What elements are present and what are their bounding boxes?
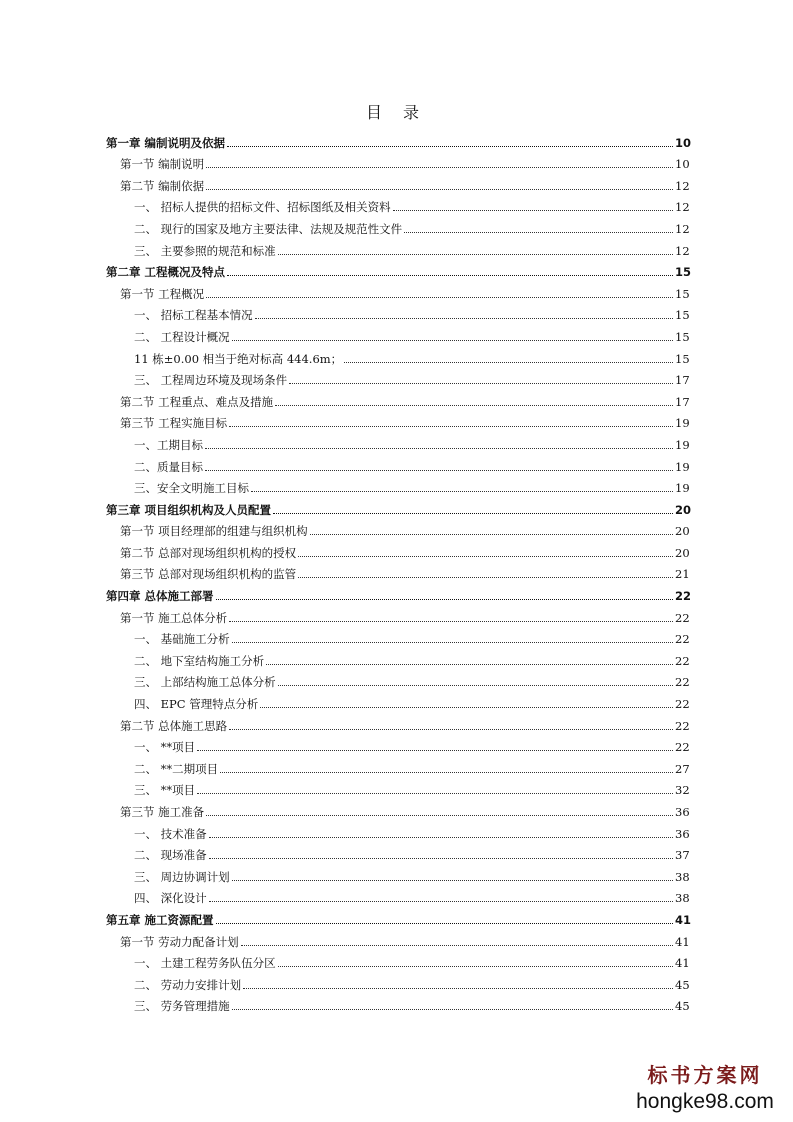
- toc-entry-label: 三、 主要参照的规范和标准: [134, 243, 276, 258]
- toc-page-number: 45: [675, 999, 690, 1014]
- toc-entry-label: 第一节 编制说明: [120, 157, 205, 172]
- toc-entry-label: 第三节 工程实施目标: [120, 416, 228, 431]
- toc-page-number: 41: [675, 934, 690, 949]
- toc-section-entry[interactable]: [106, 797, 688, 819]
- toc-dot-leader: [216, 923, 673, 924]
- toc-dot-leader: [229, 621, 673, 622]
- toc-chapter-entry[interactable]: [106, 128, 692, 150]
- toc-page-number: 21: [675, 567, 690, 582]
- toc-entry-label: 三、 上部结构施工总体分析: [134, 675, 276, 690]
- toc-dot-leader: [197, 793, 673, 794]
- toc-page-number: 17: [675, 373, 690, 388]
- toc-subsection-entry[interactable]: [106, 992, 688, 1014]
- toc-subsection-entry[interactable]: [106, 668, 688, 690]
- toc-subsection-entry[interactable]: [106, 862, 688, 884]
- toc-subsection-entry[interactable]: [106, 344, 688, 366]
- toc-entry-label: 第一节 施工总体分析: [120, 610, 228, 625]
- toc-subsection-entry[interactable]: [106, 733, 688, 755]
- toc-dot-leader: [209, 858, 673, 859]
- toc-page-number: 22: [675, 718, 690, 733]
- toc-section-entry[interactable]: [106, 517, 688, 539]
- toc-entry-label: 二、质量目标: [134, 459, 203, 474]
- toc-subsection-entry[interactable]: [106, 452, 688, 474]
- toc-page-number: 19: [675, 437, 690, 452]
- toc-subsection-entry[interactable]: [106, 322, 688, 344]
- toc-entry-label: 二、 工程设计概况: [134, 329, 230, 344]
- toc-entry-label: 第三节 总部对现场组织机构的监管: [120, 567, 297, 582]
- toc-dot-leader: [209, 901, 673, 902]
- toc-subsection-entry[interactable]: [106, 366, 688, 388]
- toc-chapter-entry[interactable]: [106, 495, 692, 517]
- toc-dot-leader: [298, 577, 673, 578]
- toc-dot-leader: [229, 729, 673, 730]
- toc-dot-leader: [404, 232, 673, 233]
- toc-entry-label: 第二节 编制依据: [120, 178, 205, 193]
- toc-page-number: 15: [675, 265, 692, 280]
- toc-section-entry[interactable]: [106, 150, 688, 172]
- toc-page-number: 15: [675, 351, 690, 366]
- toc-dot-leader: [266, 664, 673, 665]
- toc-page-number: 10: [675, 157, 690, 172]
- toc-dot-leader: [232, 642, 673, 643]
- toc-dot-leader: [197, 750, 673, 751]
- toc-subsection-entry[interactable]: [106, 646, 688, 668]
- toc-dot-leader: [220, 772, 673, 773]
- toc-entry-label: 11 栋±0.00 相当于绝对标高 444.6m；: [134, 351, 343, 366]
- toc-entry-label: 一、 招标人提供的招标文件、招标图纸及相关资料: [134, 200, 391, 215]
- toc-entry-label: 第二章 工程概况及特点: [106, 265, 226, 280]
- toc-subsection-entry[interactable]: [106, 430, 688, 452]
- watermark-url-text: hongke98.com: [636, 1090, 774, 1113]
- toc-dot-leader: [232, 880, 673, 881]
- toc-entry-label: 二、 现行的国家及地方主要法律、法规及规范性文件: [134, 221, 403, 236]
- toc-page-number: 36: [675, 805, 690, 819]
- toc-dot-leader: [206, 815, 673, 816]
- page-title: 目 录: [365, 103, 428, 122]
- toc-page-number: 12: [675, 178, 690, 193]
- toc-dot-leader: [289, 383, 673, 384]
- toc-dot-leader: [232, 1009, 673, 1010]
- toc-subsection-entry[interactable]: [106, 193, 688, 215]
- toc-entry-label: 四、 深化设计: [134, 891, 207, 906]
- toc-entry-label: 二、 现场准备: [134, 848, 207, 863]
- toc-dot-leader: [393, 210, 673, 211]
- toc-page-number: 15: [675, 329, 690, 344]
- toc-entry-label: 一、工期目标: [134, 437, 203, 452]
- toc-entry-label: 第二节 工程重点、难点及措施: [120, 394, 274, 409]
- toc-entry-label: 第三章 项目组织机构及人员配置: [106, 502, 272, 517]
- toc-subsection-entry[interactable]: [106, 754, 688, 776]
- toc-dot-leader: [206, 189, 673, 190]
- toc-page-number: 22: [675, 697, 690, 712]
- toc-dot-leader: [206, 297, 673, 298]
- toc-page-number: 22: [675, 589, 692, 604]
- toc-dot-leader: [278, 966, 673, 967]
- toc-page-number: 15: [675, 286, 690, 301]
- toc-section-entry[interactable]: [106, 279, 688, 301]
- toc-dot-leader: [260, 707, 673, 708]
- toc-section-entry[interactable]: [106, 387, 688, 409]
- toc-dot-leader: [241, 945, 673, 946]
- toc-page-number: 17: [675, 394, 690, 409]
- table-of-contents: [106, 128, 692, 1014]
- toc-section-entry[interactable]: [106, 538, 688, 560]
- toc-entry-label: 一、 **项目: [134, 740, 196, 755]
- toc-subsection-entry[interactable]: [106, 970, 688, 992]
- toc-page-number: 41: [675, 912, 692, 927]
- toc-subsection-entry[interactable]: [106, 884, 688, 906]
- toc-page-number: 20: [675, 545, 690, 560]
- toc-entry-label: 第三节 施工准备: [120, 805, 205, 819]
- toc-dot-leader: [205, 470, 673, 471]
- toc-subsection-entry[interactable]: [106, 301, 688, 323]
- toc-dot-leader: [255, 318, 673, 319]
- toc-page-number: 41: [675, 956, 690, 971]
- toc-page-number: 12: [675, 221, 690, 236]
- toc-section-entry[interactable]: [106, 711, 688, 733]
- toc-section-entry[interactable]: [106, 927, 688, 949]
- toc-page-number: 22: [675, 653, 690, 668]
- toc-dot-leader: [273, 513, 673, 514]
- toc-dot-leader: [278, 254, 673, 255]
- watermark-chinese-text: 标书方案网: [647, 1063, 763, 1087]
- toc-entry-label: 二、 **二期项目: [134, 761, 219, 776]
- toc-entry-label: 一、 基础施工分析: [134, 632, 230, 647]
- toc-section-entry[interactable]: [106, 560, 688, 582]
- toc-entry-label: 四、 EPC 管理特点分析: [134, 697, 259, 712]
- toc-entry-label: 第四章 总体施工部署: [106, 589, 214, 604]
- toc-dot-leader: [209, 837, 673, 838]
- toc-entry-label: 第二节 总体施工思路: [120, 718, 228, 733]
- toc-dot-leader: [275, 405, 673, 406]
- toc-page-number: 20: [675, 502, 692, 517]
- toc-page-number: 22: [675, 632, 690, 647]
- toc-page-number: 15: [675, 308, 690, 323]
- toc-dot-leader: [243, 988, 673, 989]
- toc-page-number: 45: [675, 977, 690, 992]
- toc-page-number: 19: [675, 459, 690, 474]
- toc-chapter-entry[interactable]: [106, 905, 692, 927]
- toc-entry-label: 第一章 编制说明及依据: [106, 135, 226, 150]
- toc-page-number: 27: [675, 761, 690, 776]
- toc-page-number: 22: [675, 675, 690, 690]
- toc-entry-label: 第五章 施工资源配置: [106, 912, 214, 927]
- toc-section-entry[interactable]: [106, 603, 688, 625]
- toc-dot-leader: [232, 340, 673, 341]
- toc-entry-label: 一、 土建工程劳务队伍分区: [134, 956, 276, 971]
- toc-dot-leader: [216, 599, 673, 600]
- toc-dot-leader: [227, 146, 673, 147]
- toc-page-number: 20: [675, 524, 690, 539]
- toc-entry-label: 二、 劳动力安排计划: [134, 977, 242, 992]
- toc-page-number: 12: [675, 200, 690, 215]
- toc-dot-leader: [344, 362, 673, 363]
- toc-subsection-entry[interactable]: [106, 841, 688, 863]
- toc-page-number: 19: [675, 481, 690, 496]
- toc-dot-leader: [278, 685, 673, 686]
- toc-entry-label: 第一节 劳动力配备计划: [120, 934, 239, 949]
- toc-entry-label: 三、 工程周边环境及现场条件: [134, 373, 288, 388]
- toc-chapter-entry[interactable]: [106, 581, 692, 604]
- toc-dot-leader: [251, 491, 673, 492]
- toc-page-number: 38: [675, 891, 690, 906]
- toc-entry-label: 一、 技术准备: [134, 826, 207, 841]
- watermark-logo: [635, 1059, 775, 1114]
- toc-page-number: 22: [675, 610, 690, 625]
- toc-subsection-entry[interactable]: [106, 474, 688, 496]
- toc-subsection-entry[interactable]: [106, 689, 688, 711]
- toc-dot-leader: [298, 556, 673, 557]
- toc-entry-label: 一、 招标工程基本情况: [134, 308, 253, 323]
- toc-subsection-entry[interactable]: [106, 236, 688, 258]
- toc-dot-leader: [229, 426, 673, 427]
- toc-page-number: 12: [675, 243, 690, 258]
- toc-entry-label: 第一节 工程概况: [120, 286, 205, 301]
- toc-page-number: 36: [675, 826, 690, 841]
- toc-entry-label: 二、 地下室结构施工分析: [134, 653, 265, 668]
- toc-entry-label: 三、 周边协调计划: [134, 869, 230, 884]
- toc-page-number: 22: [675, 740, 690, 755]
- toc-chapter-entry[interactable]: [106, 258, 692, 280]
- toc-dot-leader: [310, 534, 673, 535]
- toc-dot-leader: [206, 167, 673, 168]
- toc-entry-label: 第二节 总部对现场组织机构的授权: [120, 545, 297, 560]
- toc-entry-label: 三、安全文明施工目标: [134, 481, 249, 496]
- toc-subsection-entry[interactable]: [106, 776, 688, 798]
- toc-entry-label: 三、 **项目: [134, 783, 196, 798]
- toc-dot-leader: [205, 448, 673, 449]
- toc-entry-label: 第一节 项目经理部的组建与组织机构: [120, 524, 308, 539]
- toc-page-number: 32: [675, 783, 690, 798]
- toc-section-entry[interactable]: [106, 171, 688, 193]
- toc-page-number: 10: [675, 135, 692, 150]
- toc-subsection-entry[interactable]: [106, 625, 688, 647]
- toc-page-number: 37: [675, 848, 690, 863]
- toc-entry-label: 三、 劳务管理措施: [134, 999, 230, 1014]
- toc-subsection-entry[interactable]: [106, 214, 688, 236]
- toc-page-number: 38: [675, 869, 690, 884]
- toc-page-number: 19: [675, 416, 690, 431]
- toc-dot-leader: [227, 275, 673, 276]
- toc-section-entry[interactable]: [106, 409, 688, 431]
- toc-subsection-entry[interactable]: [106, 819, 688, 841]
- toc-subsection-entry[interactable]: [106, 949, 688, 971]
